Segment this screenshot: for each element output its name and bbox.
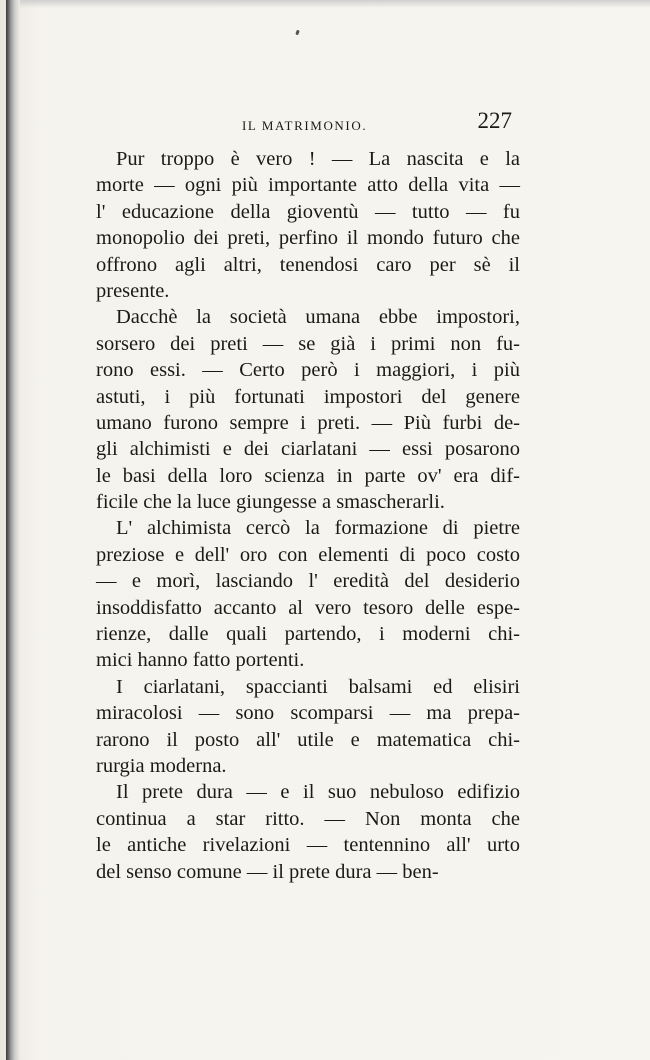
running-head: IL MATRIMONIO.: [242, 118, 368, 133]
page-header: [96, 108, 516, 142]
text-line: gli alchimisti e dei ciarlatani — essi posarono: [96, 438, 520, 461]
text-line: Dacchè la società umana ebbe impostori,: [116, 306, 520, 329]
ink-speck: [295, 30, 300, 36]
text-line: le antiche rivelazioni — tentennino all' urto: [96, 834, 520, 857]
text-line: insoddisfatto accanto al vero tesoro delle espe-: [96, 596, 520, 619]
text-line: astuti, i più fortunati impostori del genere: [96, 385, 520, 408]
text-line: Il prete dura — e il suo nebuloso edifizio: [116, 781, 520, 804]
text-line: l' educazione della gioventù — tutto — fu: [96, 200, 520, 223]
text-line: le basi della loro scienza in parte ov' era dif-: [96, 464, 520, 487]
text-line: L' alchimista cercò la formazione di pietre: [116, 517, 520, 540]
text-line: Pur troppo è vero ! — La nascita e la: [116, 148, 520, 170]
text-line: rienze, dalle quali partendo, i moderni chi-: [96, 623, 520, 646]
text-line: umano furono sempre i preti. — Più furbi de-: [96, 411, 520, 434]
page-top-edge: [20, 0, 650, 8]
text-line: mici hanno fatto portenti.: [96, 649, 305, 672]
paragraph: [96, 146, 520, 304]
text-line: I ciarlatani, spaccianti balsami ed elisiri: [116, 675, 520, 698]
text-line: ficile che la luce giungesse a smascherarli.: [96, 491, 445, 514]
body-text: [96, 146, 520, 885]
paragraph: [96, 674, 520, 780]
paragraph: [96, 779, 520, 885]
text-line: — e morì, lasciando l' eredità del desiderio: [96, 570, 520, 593]
text-line: monopolio dei preti, perfino il mondo futuro che: [96, 227, 520, 250]
page-gutter-shadow: [6, 0, 20, 1060]
text-line: preziose e dell' oro con elementi di poco costo: [96, 543, 520, 566]
text-line: miracolosi — sono scomparsi — ma prepa-: [96, 702, 520, 725]
text-line: continua a star ritto. — Non monta che: [96, 807, 520, 830]
paragraph: [96, 515, 520, 673]
text-line: rurgia moderna.: [96, 754, 227, 777]
text-line: offrono agli altri, tenendosi caro per sè il: [96, 253, 520, 276]
page-number: 227: [477, 108, 512, 133]
text-line: rarono il posto all' utile e matematica chi-: [96, 728, 520, 751]
text-line: sorsero dei preti — se già i primi non fu-: [96, 332, 520, 355]
text-line: presente.: [96, 279, 170, 302]
text-line: morte — ogni più importante atto della vita —: [96, 174, 520, 197]
paragraph: [96, 304, 520, 515]
text-line: del senso comune — il prete dura — ben-: [96, 860, 439, 883]
text-line: rono essi. — Certo però i maggiori, i più: [96, 359, 520, 382]
